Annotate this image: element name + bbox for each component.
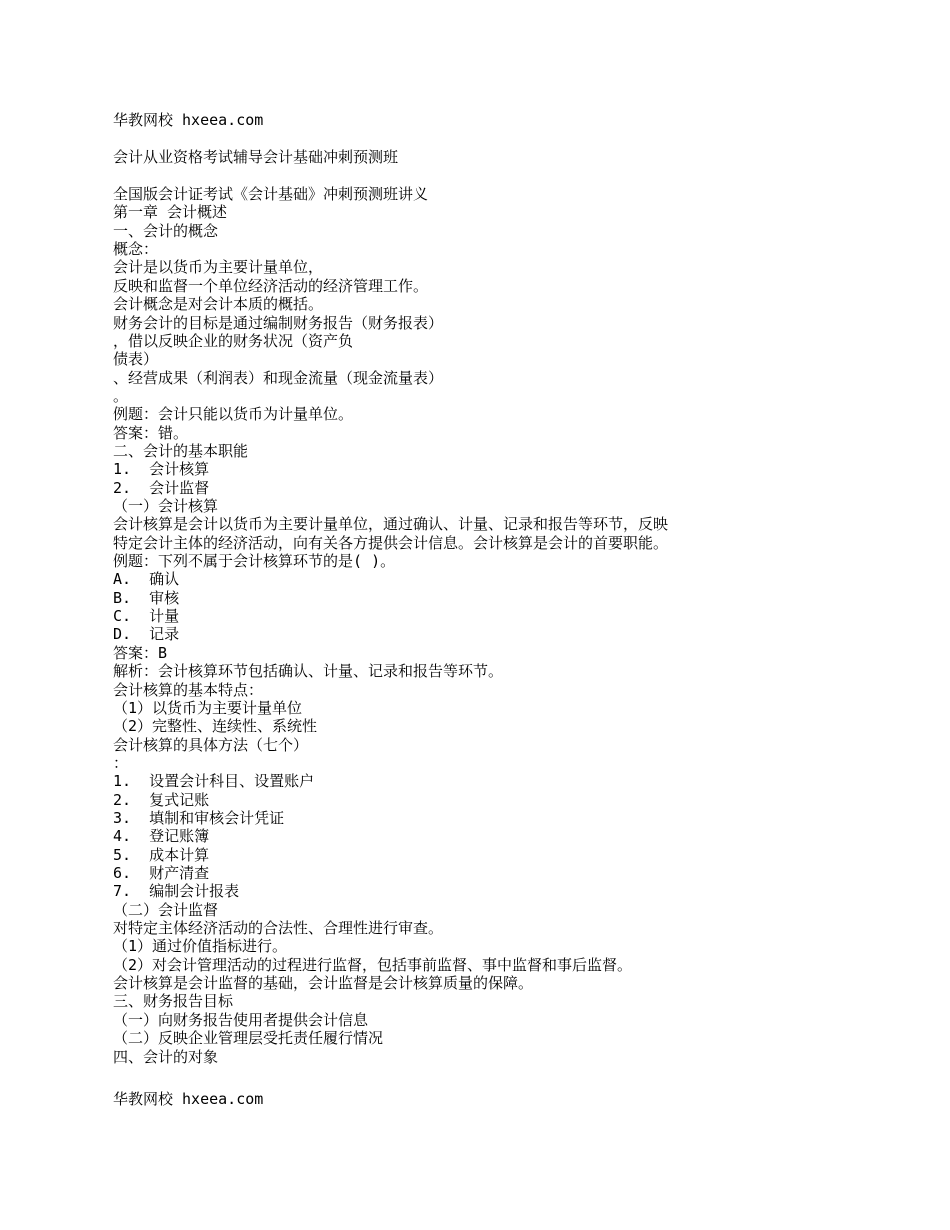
body-line: D. 记录 <box>113 625 180 644</box>
body-line: 4. 登记账簿 <box>113 827 210 846</box>
body-line: 会计是以货币为主要计量单位， <box>113 258 324 277</box>
page-header: 华教网校 hxeea.com <box>113 111 264 129</box>
body-line: 对特定主体经济活动的合法性、合理性进行审查。 <box>113 919 444 937</box>
body-line: 会计核算的基本特点： <box>113 680 264 699</box>
body-line: 一、会计的概念 <box>113 221 219 240</box>
body-line: 解析：会计核算环节包括确认、计量、记录和报告等环节。 <box>113 662 504 681</box>
body-line: 全国版会计证考试《会计基础》冲刺预测班讲义 <box>113 185 429 203</box>
body-line: （1）以货币为主要计量单位 <box>113 698 303 717</box>
body-line: （1）通过价值指标进行。 <box>113 937 288 956</box>
body-line: （2）完整性、连续性、系统性 <box>113 717 318 736</box>
body-line: （二）反映企业管理层受托责任履行情况 <box>113 1029 384 1048</box>
body-line: 5. 成本计算 <box>113 845 210 864</box>
body-line: 6. 财产清查 <box>113 864 210 882</box>
body-line: 概念： <box>113 240 159 259</box>
body-line: 2. 会计监督 <box>113 478 210 497</box>
body-line: 3. 填制和审核会计凭证 <box>113 808 285 827</box>
body-line: ： <box>113 753 129 772</box>
body-line: 例题：下列不属于会计核算环节的是( )。 <box>113 552 396 570</box>
body-line: 四、会计的对象 <box>113 1047 219 1066</box>
body-line: 答案：B <box>113 643 168 662</box>
body-line: 第一章 会计概述 <box>113 203 228 222</box>
body-line: 会计概念是对会计本质的概括。 <box>113 295 324 314</box>
body-line: 2. 复式记账 <box>113 790 210 809</box>
body-line: （2）对会计管理活动的过程进行监督，包括事前监督、事中监督和事后监督。 <box>113 955 633 974</box>
body-line: 二、会计的基本职能 <box>113 441 249 460</box>
body-line: 、经营成果（利润表）和现金流量（现金流量表） <box>113 368 444 387</box>
body-line: ，借以反映企业的财务状况（资产负 <box>113 331 354 350</box>
body-line: 特定会计主体的经济活动，向有关各方提供会计信息。会计核算是会计的首要职能。 <box>113 533 669 552</box>
body-line: 会计核算是会计以货币为主要计量单位，通过确认、计量、记录和报告等环节，反映 <box>113 515 669 534</box>
body-line: 1. 设置会计科目、设置账户 <box>113 772 315 791</box>
body-line: （二）会计监督 <box>113 900 219 919</box>
body-line: 会计核算是会计监督的基础，会计监督是会计核算质量的保障。 <box>113 974 534 993</box>
body-line: 7. 编制会计报表 <box>113 882 240 901</box>
body-line: 1. 会计核算 <box>113 460 210 479</box>
body-line: A. 确认 <box>113 570 180 589</box>
course-title: 会计从业资格考试辅导会计基础冲刺预测班 <box>113 148 399 166</box>
body-line: 财务会计的目标是通过编制财务报告（财务报表） <box>113 313 444 332</box>
body-line: 。 <box>113 386 129 405</box>
body-line: （一）会计核算 <box>113 497 219 515</box>
body-line: 债表） <box>113 350 159 369</box>
body-line: 反映和监督一个单位经济活动的经济管理工作。 <box>113 276 429 295</box>
body-line: C. 计量 <box>113 607 180 625</box>
body-line: 答案：错。 <box>113 423 189 442</box>
body-line: 会计核算的具体方法（七个） <box>113 735 309 754</box>
body-line: B. 审核 <box>113 588 180 607</box>
page-footer: 华教网校 hxeea.com <box>113 1090 264 1108</box>
body-line: （一）向财务报告使用者提供会计信息 <box>113 1010 369 1029</box>
body-line: 例题：会计只能以货币为计量单位。 <box>113 405 354 424</box>
body-line: 三、财务报告目标 <box>113 992 234 1011</box>
